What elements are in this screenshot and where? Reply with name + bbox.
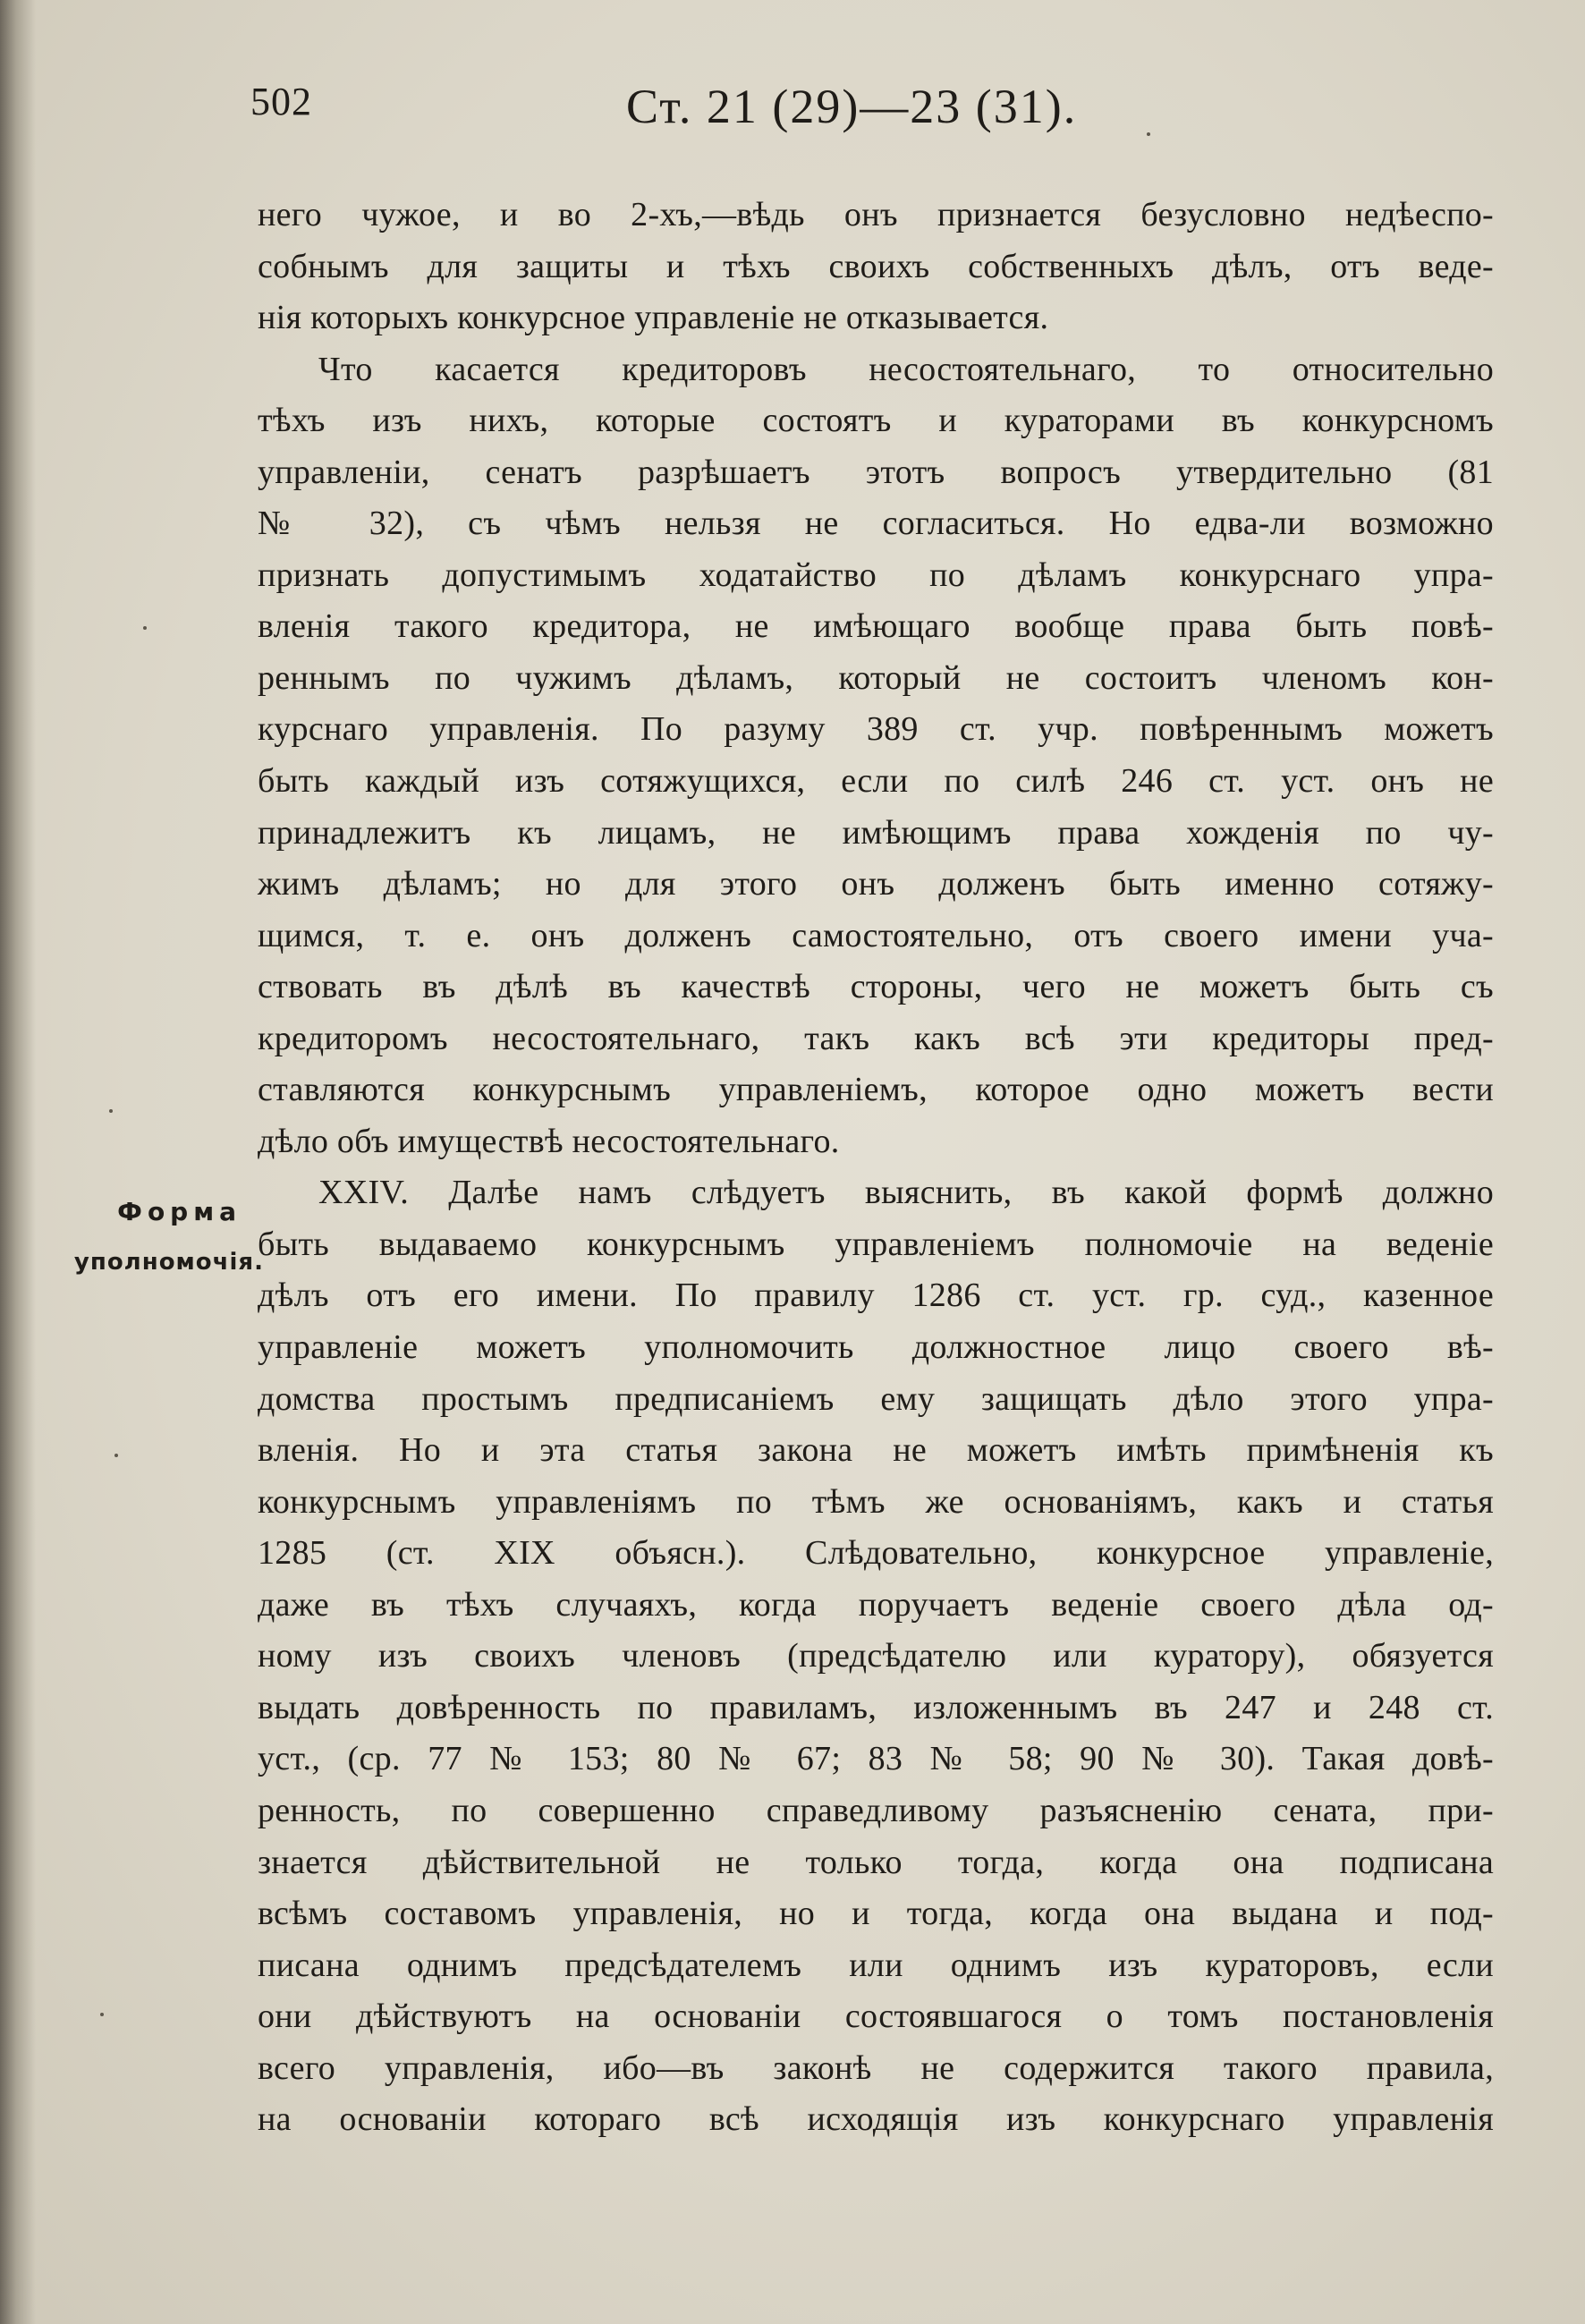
text-line: нія которыхъ конкурсное управленіе не отказывается. [258,299,1049,337]
text-line: 1285 (ст. XIX объясн.). Слѣдовательно, конкурсное управленіе, [258,1534,1494,1573]
paper-speck [109,1109,113,1113]
text-line: быть выдаваемо конкурснымъ управленіемъ полномочіе на веденіе [258,1225,1494,1263]
text-line: № 32), съ чѣмъ нельзя не согласиться. Но едва-ли возможно [258,505,1494,543]
paper-speck [114,1454,118,1457]
page-header [250,79,1503,150]
margin-note-upolnomochiya: уполномочія. [73,1249,264,1276]
text-line: управленіе можетъ уполномочить должностное лицо своего вѣ- [258,1328,1494,1367]
text-line: они дѣйствуютъ на основаніи состоявшагося о томъ постановленія [258,1997,1494,2036]
text-line: уст., (ср. 77 № 153; 80 № 67; 83 № 58; 90 № 30). Такая довѣ- [258,1740,1494,1778]
text-line: писана однимъ предсѣдателемъ или однимъ изъ кураторовъ, если [258,1946,1494,1984]
text-line: всѣмъ составомъ управленія, но и тогда, когда она выдана и под- [258,1895,1494,1933]
text-line: знается дѣйствительной не только тогда, когда она подписана [258,1843,1494,1881]
page-number: 502 [250,80,312,123]
running-head: Ст. 21 (29)—23 (31). [626,80,1078,133]
text-line: ствовать въ дѣлѣ въ качествѣ стороны, чего не можетъ быть съ [258,968,1494,1006]
text-line: даже въ тѣхъ случаяхъ, когда поручаетъ веденіе своего дѣла од- [258,1585,1494,1624]
text-line: курснаго управленія. По разуму 389 ст. учр. повѣреннымъ можетъ [258,710,1494,749]
text-line: на основаніи котораго всѣ исходящія изъ конкурснаго управленія [258,2100,1494,2139]
paragraph-start-line: Что касается кредиторовъ несостоятельнаго, то относительно [318,350,1494,388]
text-line: ставляются конкурснымъ управленіемъ, которое одно можетъ вести [258,1071,1494,1109]
text-line: всего управленія, ибо—въ законѣ не содержится такого правила, [258,2048,1494,2087]
text-line: реннымъ по чужимъ дѣламъ, который не состоитъ членомъ кон- [258,658,1494,697]
text-line: щимся, т. е. онъ долженъ самостоятельно, отъ своего имени уча- [258,916,1494,954]
text-line: тѣхъ изъ нихъ, которые состоятъ и кураторами въ конкурсномъ [258,402,1494,440]
text-line: быть каждый изъ сотяжущихся, если по силѣ 246 ст. уст. онъ не [258,762,1494,801]
text-line: дѣлъ отъ его имени. По правилу 1286 ст. уст. гр. суд., казенное [258,1277,1494,1315]
text-line: кредиторомъ несостоятельнаго, такъ какъ всѣ эти кредиторы пред- [258,1019,1494,1057]
paper-speck [1147,132,1150,136]
body-text [258,190,1494,2146]
text-line: управленіи, сенатъ разрѣшаетъ этотъ вопросъ утвердительно (81 [258,453,1494,491]
text-line: ному изъ своихъ членовъ (предсѣдателю или куратору), обязуется [258,1637,1494,1675]
text-line: домства простымъ предписаніемъ ему защищать дѣло этого упра- [258,1379,1494,1418]
text-line: жимъ дѣламъ; но для этого онъ долженъ быть именно сотяжу- [258,865,1494,903]
text-line: собнымъ для защиты и тѣхъ своихъ собственныхъ дѣлъ, отъ веде- [258,247,1494,285]
text-line: выдать довѣренность по правиламъ, изложеннымъ въ 247 и 248 ст. [258,1688,1494,1726]
binding-shadow [0,0,36,2324]
text-line: конкурснымъ управленіямъ по тѣмъ же основаніямъ, какъ и статья [258,1482,1494,1521]
text-line: него чужое, и во 2-хъ,—вѣдь онъ признается безусловно недѣеспо- [258,196,1494,233]
text-line: вленія такого кредитора, не имѣющаго вообще права быть повѣ- [258,607,1494,646]
section-xxiv-start-line: XXIV. Далѣе намъ слѣдуетъ выяснить, въ какой формѣ должно [318,1174,1494,1212]
text-line: признать допустимымъ ходатайство по дѣламъ конкурснаго упра- [258,556,1494,594]
text-line: ренность, по совершенно справедливому разъясненію сената, при- [258,1791,1494,1829]
text-line: принадлежитъ къ лицамъ, не имѣющимъ права хожденія по чу- [258,813,1494,852]
paper-speck [100,2013,104,2016]
text-line: дѣло объ имуществѣ несостоятельнаго. [258,1122,840,1160]
paper-speck [143,626,147,630]
text-line: вленія. Но и эта статья закона не можетъ имѣть примѣненія къ [258,1431,1494,1470]
margin-note-forma: Форма [117,1197,242,1226]
